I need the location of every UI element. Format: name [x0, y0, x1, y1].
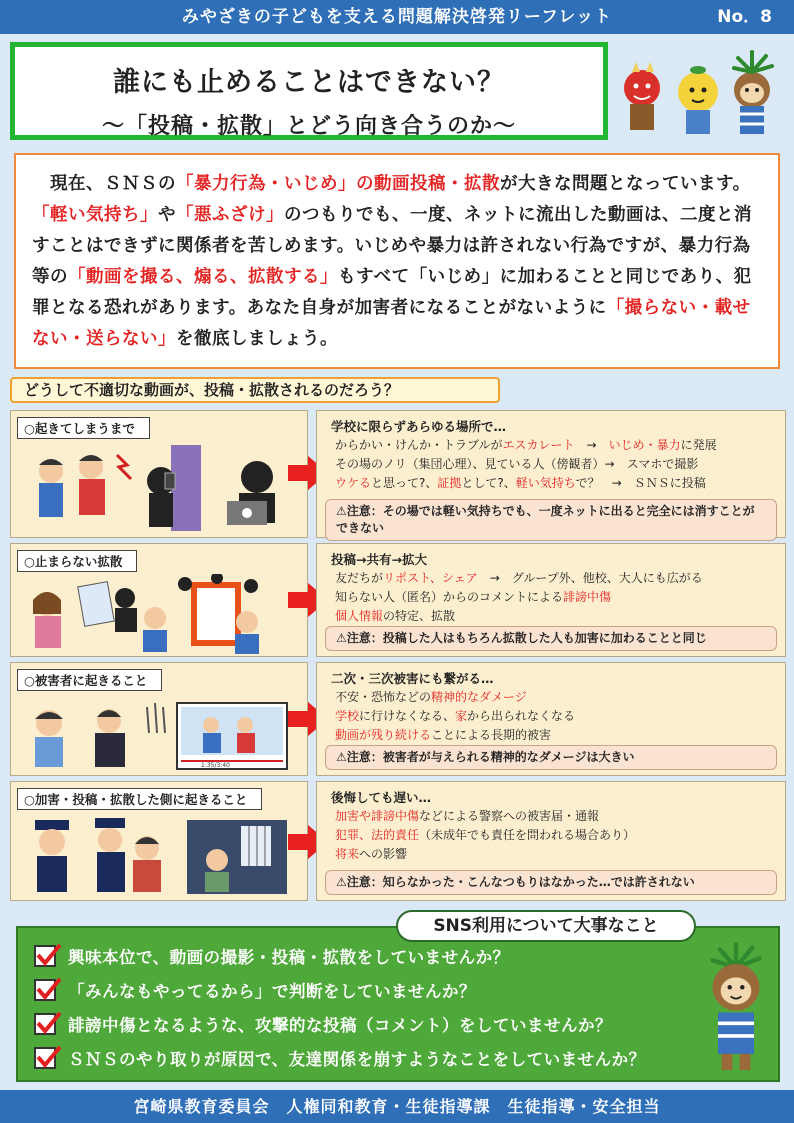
checkmark-icon: [34, 945, 56, 967]
bullying-filming-illustration: [21, 441, 291, 533]
row-detail-panel: [316, 410, 786, 538]
row-line: 加害や誹謗中傷などによる警察への被害届・通報: [335, 809, 600, 823]
intro-text: や: [158, 205, 176, 225]
section-header: どうして不適切な動画が、投稿・拡散されるのだろう？: [10, 377, 500, 403]
row-label: ○止まらない拡散: [17, 550, 137, 572]
row-line: からかい・けんか・トラブルがエスカレート → いじめ・暴力に発展: [335, 438, 717, 452]
intro-emphasis: 「暴力行為・いじめ」の動画投稿・拡散: [176, 174, 500, 194]
row-offender: [10, 781, 786, 901]
row-illustration-panel: [10, 410, 308, 538]
checklist-item: 誹謗中傷となるような、攻撃的な投稿（コメント）をしていませんか？: [34, 1012, 612, 1036]
row-line: 将来への影響: [335, 847, 408, 861]
row-line: 犯罪、法的責任（未成年でも責任を問われる場合あり）: [335, 828, 636, 842]
main-title: 誰にも止めることはできない？: [113, 67, 505, 98]
leaflet-number: No．8: [717, 7, 772, 27]
row-line: 学校に行けなくなる、家から出られなくなる: [335, 709, 576, 723]
video-time-label: 1:35/3:40: [201, 762, 230, 769]
row-label: ○被害者に起きること: [17, 669, 162, 691]
row-illustration-panel: [10, 543, 308, 657]
police-consequence-illustration: [21, 812, 291, 898]
intro-text-box: [14, 153, 780, 369]
row-illustration-panel: [10, 662, 308, 776]
row-line: 動画が残り続けることによる長期的被害: [335, 728, 552, 742]
row-spreading: [10, 543, 786, 657]
footer-bar: 宮崎県教育委員会 人権同和教育・生徒指導課 生徒指導・安全担当: [0, 1090, 794, 1123]
checkmark-icon: [34, 979, 56, 1001]
row-heading: 投稿→共有→拡大: [331, 552, 427, 567]
important-checklist-box: [16, 926, 780, 1082]
oni-character-icon: [624, 62, 660, 130]
intro-emphasis: 「悪ふざけ」: [176, 205, 284, 225]
checklist-item: ＳＮＳのやり取りが原因で、友達関係を崩すようなことをしていませんか？: [34, 1046, 646, 1070]
row-illustration-panel: [10, 781, 308, 901]
victim-illustration: [21, 693, 291, 773]
leaflet-title: みやざきの子どもを支える問題解決啓発リーフレット: [181, 7, 613, 27]
intro-text: が大きな問題となっています。: [500, 174, 751, 194]
mascot-characters-illustration: [612, 40, 790, 148]
palm-character-icon: [734, 52, 772, 134]
title-box: [10, 42, 608, 140]
intro-emphasis: 「動画を撮る、煽る、拡散する」: [68, 267, 338, 287]
row-line: 友だちがリポスト、シェア → グループ外、他校、大人にも広がる: [335, 571, 703, 585]
row-detail-panel: [316, 781, 786, 901]
row-label: ○起きてしまうまで: [17, 417, 150, 439]
header-bar: [0, 0, 794, 34]
intro-text: 現在、ＳＮＳの: [32, 174, 176, 194]
row-until-incident: [10, 410, 786, 538]
checklist-item: 興味本位で、動画の撮影・投稿・拡散をしていませんか？: [34, 944, 510, 968]
checkmark-icon: [34, 1013, 56, 1035]
caution-note: ⚠注意：知らなかった・こんなつもりはなかった…では許されない: [325, 870, 777, 895]
checkmark-icon: [34, 1047, 56, 1069]
row-detail-panel: [316, 543, 786, 657]
caution-note: ⚠注意：被害者が与えられる精神的なダメージは大きい: [325, 745, 777, 770]
row-line: 不安・恐怖などの精神的なダメージ: [335, 690, 527, 704]
row-victim: [10, 662, 786, 776]
intro-emphasis: 「撮らない・載せない・送らない」: [32, 298, 751, 349]
palm-mascot-illustration: [700, 932, 772, 1084]
intro-text: もすべて「いじめ」に加わることと同じであり、犯罪となる恐れがあります。あなた自身が加害者になることがないように: [32, 267, 752, 318]
intro-text: のつもりでも、一度、ネットに流出した動画は、二度と消すことはできずに関係者を苦しめます。いじめや暴力は許されない行為ですが、暴力行為等の: [32, 205, 752, 287]
fruit-character-icon: [678, 66, 718, 134]
row-line: 個人情報の特定、拡散: [335, 609, 456, 623]
subtitle: ～「投稿・拡散」とどう向き合うのか～: [101, 114, 516, 139]
caution-note: ⚠注意：投稿した人はもちろん拡散した人も加害に加わることと同じ: [325, 626, 777, 651]
row-label: ○加害・投稿・拡散した側に起きること: [17, 788, 262, 810]
row-detail-panel: [316, 662, 786, 776]
intro-emphasis: 「軽い気持ち」: [32, 205, 158, 225]
caution-note: ⚠注意：その場では軽い気持ちでも、一度ネットに出ると完全には消すことができない: [325, 499, 777, 541]
checklist-item: 「みんなもやってるから」で判断をしていませんか？: [34, 978, 476, 1002]
important-title: SNS利用について大事なこと: [396, 910, 696, 942]
row-line: ウケると思って?、証拠として?、軽い気持ちで？ → ＳＮＳに投稿: [335, 476, 706, 490]
row-heading: 学校に限らずあらゆる場所で…: [331, 419, 507, 434]
row-line: 知らない人（匿名）からのコメントによる誹謗中傷: [335, 590, 612, 604]
row-heading: 後悔しても遅い…: [331, 790, 432, 805]
intro-text: を徹底しましょう。: [176, 329, 338, 349]
spreading-illustration: [21, 574, 291, 654]
row-heading: 二次・三次被害にも繋がる…: [331, 671, 494, 686]
row-line: その場のノリ（集団心理）、見ている人（傍観者）→ スマホで撮影: [335, 457, 699, 471]
